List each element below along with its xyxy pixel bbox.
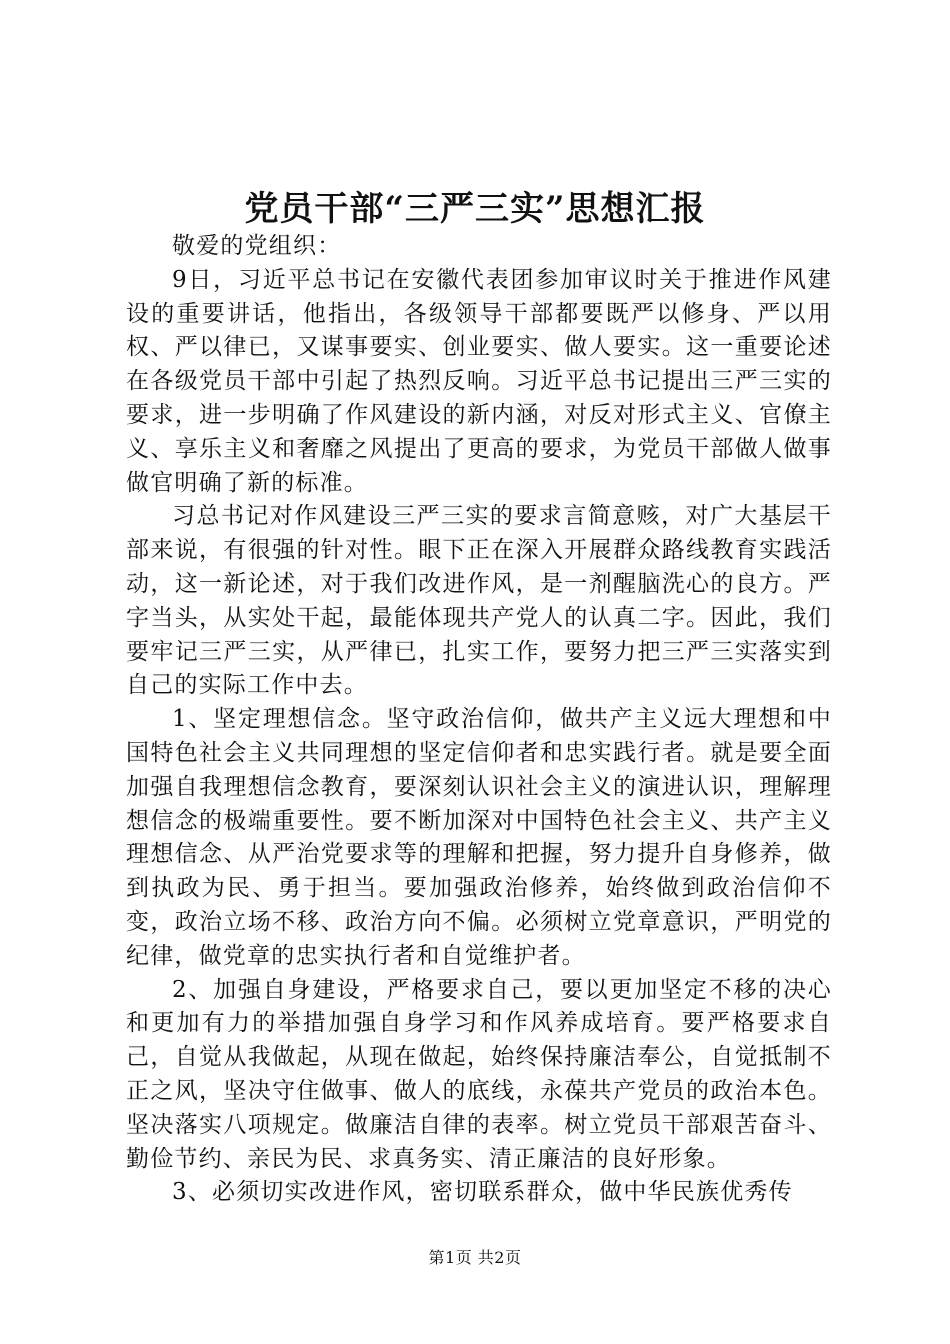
paragraph-5: 3、必须切实改进作风，密切联系群众，做中华民族优秀传 (172, 1179, 793, 1206)
document-title: 党员干部“三严三实”思想汇报 (244, 189, 706, 229)
salutation: 敬爱的党组织： (172, 233, 342, 259)
page-footer: 第1页 共2页 (428, 1248, 522, 1267)
paragraph-2: 习总书记对作风建设三严三实的要求言简意赅，对广大基层干部来说，有很强的针对性。眼下正在深入开展群众路线教育实践活动，这一新论述，对于我们改进作风，是一剂醒脑洗心的良方。严字当头，从实处干起，最能体现共产党人的认真二字。因此，我们要牢记三严三实，从严律已，扎实工作，要努力把三严三实落实到自己的实际工作中去。 (126, 503, 832, 699)
document-body (126, 230, 832, 1210)
paragraph-1: 9日，习近平总书记在安徽代表团参加审议时关于推进作风建设的重要讲话，他指出，各级领导干部都要既严以修身、严以用权、严以律已，又谋事要实、创业要实、做人要实。这一重要论述在各级党员干部中引起了热烈反响。习近平总书记提出三严三实的要求，进一步明确了作风建设的新内涵，对反对形式主义、官僚主义、享乐主义和奢靡之风提出了更高的要求，为党员干部做人做事做官明确了新的标准。 (126, 266, 832, 496)
paragraph-4: 2、加强自身建设，严格要求自己，要以更加坚定不移的决心和更加有力的举措加强自身学习和作风养成培育。要严格要求自己，自觉从我做起，从现在做起，始终保持廉洁奉公，自觉抵制不正之风，坚决守住做事、做人的底线，永葆共产党员的政治本色。坚决落实八项规定。做廉洁自律的表率。树立党员干部艰苦奋斗、勤俭节约、亲民为民、求真务实、清正廉洁的良好形象。 (126, 976, 832, 1172)
paragraph-3: 1、坚定理想信念。坚守政治信仰，做共产主义远大理想和中国特色社会主义共同理想的坚定信仰者和忠实践行者。就是要全面加强自我理想信念教育，要深刻认识社会主义的演进认识，理解理想信念的极端重要性。要不断加深对中国特色社会主义、共产主义理想信念、从严治党要求等的理解和把握，努力提升自身修养，做到执政为民、勇于担当。要加强政治修养，始终做到政治信仰不变，政治立场不移、政治方向不偏。必须树立党章意识，严明党的纪律，做党章的忠实执行者和自觉维护者。 (126, 706, 832, 969)
